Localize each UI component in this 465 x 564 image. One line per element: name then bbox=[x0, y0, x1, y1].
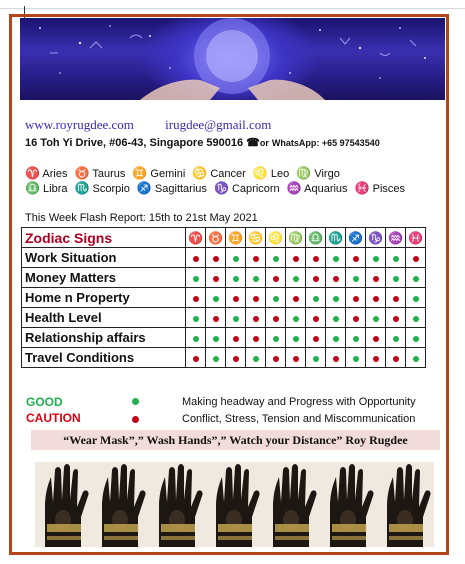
good-label: GOOD bbox=[26, 395, 63, 409]
table-row bbox=[22, 248, 426, 268]
sign-capricorn bbox=[214, 183, 280, 195]
sign-name: Gemini bbox=[147, 168, 186, 180]
status-cell bbox=[246, 348, 266, 368]
good-dot-icon bbox=[293, 316, 299, 322]
caution-dot-icon bbox=[393, 356, 399, 362]
status-cell bbox=[266, 268, 286, 288]
good-dot-icon bbox=[213, 356, 219, 362]
caution-dot-icon bbox=[233, 356, 239, 362]
caution-dot-icon bbox=[273, 356, 279, 362]
caution-dot-icon bbox=[373, 336, 379, 342]
buddha-statue-image bbox=[35, 462, 92, 547]
status-cell bbox=[326, 248, 346, 268]
good-dot-icon bbox=[193, 276, 199, 282]
gemini-symbol-icon: ♊ bbox=[132, 166, 148, 180]
sign-name: Scorpio bbox=[89, 183, 130, 195]
good-dot-icon bbox=[193, 336, 199, 342]
leo-symbol-icon: ♌ bbox=[252, 166, 268, 180]
status-cell bbox=[326, 268, 346, 288]
status-cell bbox=[206, 248, 226, 268]
caution-dot-icon bbox=[333, 356, 339, 362]
page-edge bbox=[0, 8, 465, 9]
buddha-statue-image bbox=[149, 462, 206, 547]
status-cell bbox=[226, 248, 246, 268]
caution-dot-icon bbox=[313, 256, 319, 262]
good-description: Making headway and Progress with Opportunity bbox=[182, 396, 416, 408]
status-cell bbox=[406, 288, 426, 308]
caution-dot-icon bbox=[353, 256, 359, 262]
sign-leo bbox=[253, 168, 289, 180]
status-cell bbox=[366, 348, 386, 368]
table-row bbox=[22, 308, 426, 328]
sign-taurus bbox=[75, 168, 126, 180]
status-cell bbox=[406, 268, 426, 288]
status-cell bbox=[266, 348, 286, 368]
status-cell bbox=[186, 248, 206, 268]
status-cell bbox=[346, 308, 366, 328]
header-symbol-icon: ♊ bbox=[226, 228, 246, 248]
caution-dot-icon bbox=[373, 296, 379, 302]
report-title: This Week Flash Report: 15th to 21st May 2021 bbox=[25, 212, 258, 224]
sign-aquarius bbox=[287, 183, 348, 195]
status-cell bbox=[266, 288, 286, 308]
caution-dot-icon bbox=[233, 296, 239, 302]
status-cell bbox=[406, 248, 426, 268]
sign-scorpio bbox=[75, 183, 130, 195]
status-cell bbox=[366, 308, 386, 328]
sign-sagittarius bbox=[137, 183, 207, 195]
good-dot-icon bbox=[213, 336, 219, 342]
address-text: 16 Toh Yi Drive, #06-43, Singapore 590016 bbox=[25, 137, 244, 149]
status-cell bbox=[346, 328, 366, 348]
header-symbol-icon: ♏ bbox=[326, 228, 346, 248]
status-cell bbox=[206, 328, 226, 348]
header-symbol-icon: ♑ bbox=[366, 228, 386, 248]
caution-dot-icon bbox=[233, 336, 239, 342]
good-dot-icon bbox=[333, 296, 339, 302]
header-symbol-icon: ♍ bbox=[286, 228, 306, 248]
good-dot-icon bbox=[413, 276, 419, 282]
header-symbol-icon: ♋ bbox=[246, 228, 266, 248]
status-cell bbox=[226, 328, 246, 348]
status-cell bbox=[386, 308, 406, 328]
aries-symbol-icon: ♈ bbox=[25, 166, 40, 180]
caution-dot-icon bbox=[213, 316, 219, 322]
caution-dot-icon bbox=[273, 316, 279, 322]
status-cell bbox=[286, 288, 306, 308]
caution-dot-icon bbox=[393, 296, 399, 302]
status-cell bbox=[246, 328, 266, 348]
motto-banner: “Wear Mask”,” Wash Hands”,” Watch your Distance” Roy Rugdee bbox=[31, 430, 440, 450]
good-dot-icon bbox=[273, 296, 279, 302]
website-link[interactable]: www.royrugdee.com bbox=[25, 117, 134, 132]
good-dot-icon bbox=[333, 336, 339, 342]
aquarius-symbol-icon: ♒ bbox=[286, 181, 302, 195]
status-cell bbox=[406, 328, 426, 348]
row-label: Home n Property bbox=[22, 288, 186, 308]
buddha-statue-image bbox=[92, 462, 149, 547]
good-dot-icon bbox=[233, 316, 239, 322]
status-cell bbox=[386, 348, 406, 368]
status-cell bbox=[306, 348, 326, 368]
caution-dot-icon bbox=[253, 336, 259, 342]
status-cell bbox=[326, 328, 346, 348]
good-dot-icon bbox=[393, 276, 399, 282]
status-cell bbox=[246, 248, 266, 268]
good-dot-icon bbox=[253, 356, 259, 362]
status-cell bbox=[346, 248, 366, 268]
zodiac-banner-image bbox=[20, 18, 445, 100]
sign-name: Aries bbox=[39, 168, 68, 180]
status-cell bbox=[286, 248, 306, 268]
table-row bbox=[22, 328, 426, 348]
status-cell bbox=[286, 348, 306, 368]
taurus-symbol-icon: ♉ bbox=[74, 166, 90, 180]
table-row bbox=[22, 268, 426, 288]
caution-dot-icon bbox=[193, 296, 199, 302]
pisces-symbol-icon: ♓ bbox=[354, 181, 370, 195]
table-row bbox=[22, 348, 426, 368]
row-label: Money Matters bbox=[22, 268, 186, 288]
row-label: Work Situation bbox=[22, 248, 186, 268]
status-cell bbox=[366, 268, 386, 288]
sign-name: Sagittarius bbox=[151, 183, 207, 195]
status-cell bbox=[186, 308, 206, 328]
status-cell bbox=[226, 348, 246, 368]
status-cell bbox=[306, 328, 326, 348]
status-cell bbox=[406, 348, 426, 368]
good-dot-icon bbox=[193, 316, 199, 322]
status-cell bbox=[246, 268, 266, 288]
status-cell bbox=[306, 308, 326, 328]
sign-name: Libra bbox=[39, 183, 68, 195]
status-cell bbox=[206, 308, 226, 328]
header-symbol-icon: ♌ bbox=[266, 228, 286, 248]
caution-dot-icon bbox=[273, 276, 279, 282]
sagittarius-symbol-icon: ♐ bbox=[136, 181, 152, 195]
status-cell bbox=[366, 248, 386, 268]
caution-dot-icon bbox=[373, 356, 379, 362]
caution-dot-icon bbox=[413, 256, 419, 262]
caution-dot-icon bbox=[293, 356, 299, 362]
header-symbol-icon: ♎ bbox=[306, 228, 326, 248]
status-cell bbox=[226, 268, 246, 288]
good-dot-icon bbox=[373, 316, 379, 322]
status-cell bbox=[286, 268, 306, 288]
status-cell bbox=[186, 328, 206, 348]
status-cell bbox=[206, 288, 226, 308]
sign-pisces bbox=[355, 183, 405, 195]
caution-dot-icon bbox=[393, 316, 399, 322]
header-symbol-icon: ♈ bbox=[186, 228, 206, 248]
caution-dot-icon bbox=[213, 276, 219, 282]
or-label: or bbox=[259, 138, 269, 148]
zodiac-signs-list bbox=[25, 166, 445, 196]
caution-dot-icon bbox=[293, 256, 299, 262]
row-label: Relationship affairs bbox=[22, 328, 186, 348]
contact-line bbox=[25, 117, 299, 133]
scorpio-symbol-icon: ♏ bbox=[74, 181, 90, 195]
sign-name: Leo bbox=[267, 168, 290, 180]
good-dot-icon bbox=[132, 398, 139, 405]
sign-libra bbox=[25, 183, 67, 195]
caution-dot-icon bbox=[313, 316, 319, 322]
status-cell bbox=[266, 248, 286, 268]
status-cell bbox=[386, 268, 406, 288]
good-dot-icon bbox=[273, 336, 279, 342]
sign-name: Taurus bbox=[89, 168, 126, 180]
status-cell bbox=[186, 348, 206, 368]
header-symbol-icon: ♒ bbox=[386, 228, 406, 248]
caution-dot-icon bbox=[293, 296, 299, 302]
status-cell bbox=[286, 308, 306, 328]
good-dot-icon bbox=[233, 256, 239, 262]
sign-name: Pisces bbox=[369, 183, 406, 195]
header-symbol-icon: ♓ bbox=[406, 228, 426, 248]
zodiac-signs-header: Zodiac Signs bbox=[22, 228, 186, 248]
buddha-statue-image bbox=[206, 462, 263, 547]
caution-dot-icon bbox=[353, 316, 359, 322]
status-cell bbox=[206, 348, 226, 368]
table-row bbox=[22, 288, 426, 308]
buddha-statue-image bbox=[320, 462, 377, 547]
status-cell bbox=[346, 268, 366, 288]
status-cell bbox=[366, 328, 386, 348]
status-cell bbox=[386, 248, 406, 268]
status-cell bbox=[386, 328, 406, 348]
status-cell bbox=[246, 308, 266, 328]
sign-name: Virgo bbox=[311, 168, 340, 180]
caution-dot-icon bbox=[253, 316, 259, 322]
good-dot-icon bbox=[413, 356, 419, 362]
sign-virgo bbox=[296, 168, 340, 180]
caution-dot-icon bbox=[213, 256, 219, 262]
good-dot-icon bbox=[373, 256, 379, 262]
good-dot-icon bbox=[253, 276, 259, 282]
good-dot-icon bbox=[333, 316, 339, 322]
status-cell bbox=[326, 308, 346, 328]
caution-dot-icon bbox=[313, 336, 319, 342]
sign-name: Aquarius bbox=[301, 183, 348, 195]
sign-cancer bbox=[192, 168, 245, 180]
status-cell bbox=[266, 328, 286, 348]
good-dot-icon bbox=[333, 256, 339, 262]
virgo-symbol-icon: ♍ bbox=[296, 166, 312, 180]
caution-dot-icon bbox=[253, 256, 259, 262]
good-dot-icon bbox=[413, 296, 419, 302]
status-cell bbox=[366, 288, 386, 308]
good-dot-icon bbox=[233, 276, 239, 282]
good-dot-icon bbox=[293, 336, 299, 342]
status-cell bbox=[306, 248, 326, 268]
cancer-symbol-icon: ♋ bbox=[192, 166, 208, 180]
caution-dot-icon bbox=[333, 276, 339, 282]
good-dot-icon bbox=[293, 276, 299, 282]
caution-dot-icon bbox=[193, 356, 199, 362]
good-dot-icon bbox=[313, 356, 319, 362]
status-cell bbox=[226, 308, 246, 328]
good-dot-icon bbox=[213, 296, 219, 302]
statues-image-strip bbox=[35, 462, 434, 547]
good-dot-icon bbox=[413, 316, 419, 322]
caution-dot-icon bbox=[353, 296, 359, 302]
status-cell bbox=[226, 288, 246, 308]
email-link[interactable]: irugdee@gmail.com bbox=[165, 117, 272, 132]
caution-description: Conflict, Stress, Tension and Miscommunication bbox=[182, 413, 416, 425]
header-symbol-icon: ♉ bbox=[206, 228, 226, 248]
buddha-statue-image bbox=[377, 462, 434, 547]
sign-gemini bbox=[132, 168, 185, 180]
status-cell bbox=[326, 288, 346, 308]
sign-name: Capricorn bbox=[228, 183, 280, 195]
status-cell bbox=[406, 308, 426, 328]
capricorn-symbol-icon: ♑ bbox=[213, 181, 229, 195]
caution-dot-icon bbox=[132, 416, 139, 423]
sign-aries bbox=[25, 168, 67, 180]
row-label: Health Level bbox=[22, 308, 186, 328]
good-dot-icon bbox=[413, 336, 419, 342]
caution-dot-icon bbox=[373, 276, 379, 282]
status-cell bbox=[346, 288, 366, 308]
caution-label: CAUTION bbox=[26, 411, 81, 425]
good-dot-icon bbox=[393, 336, 399, 342]
status-cell bbox=[386, 288, 406, 308]
caution-dot-icon bbox=[193, 256, 199, 262]
good-dot-icon bbox=[313, 296, 319, 302]
status-cell bbox=[306, 288, 326, 308]
status-cell bbox=[306, 268, 326, 288]
good-dot-icon bbox=[353, 356, 359, 362]
status-cell bbox=[346, 348, 366, 368]
status-cell bbox=[246, 288, 266, 308]
good-dot-icon bbox=[273, 256, 279, 262]
sign-name: Cancer bbox=[207, 168, 246, 180]
status-cell bbox=[326, 348, 346, 368]
row-label: Travel Conditions bbox=[22, 348, 186, 368]
status-cell bbox=[266, 308, 286, 328]
good-dot-icon bbox=[393, 256, 399, 262]
header-symbol-icon: ♐ bbox=[346, 228, 366, 248]
whatsapp-text: WhatsApp: +65 97543540 bbox=[271, 138, 380, 148]
caution-dot-icon bbox=[253, 296, 259, 302]
good-dot-icon bbox=[353, 276, 359, 282]
status-cell bbox=[186, 288, 206, 308]
caution-dot-icon bbox=[313, 276, 319, 282]
good-dot-icon bbox=[353, 336, 359, 342]
libra-symbol-icon: ♎ bbox=[25, 181, 40, 195]
address-line bbox=[25, 136, 380, 149]
status-cell bbox=[206, 268, 226, 288]
table-header-row bbox=[22, 228, 426, 248]
buddha-statue-image bbox=[263, 462, 320, 547]
zodiac-forecast-table bbox=[21, 227, 426, 368]
phone-icon: ☎ bbox=[246, 137, 260, 149]
status-cell bbox=[186, 268, 206, 288]
status-cell bbox=[286, 328, 306, 348]
